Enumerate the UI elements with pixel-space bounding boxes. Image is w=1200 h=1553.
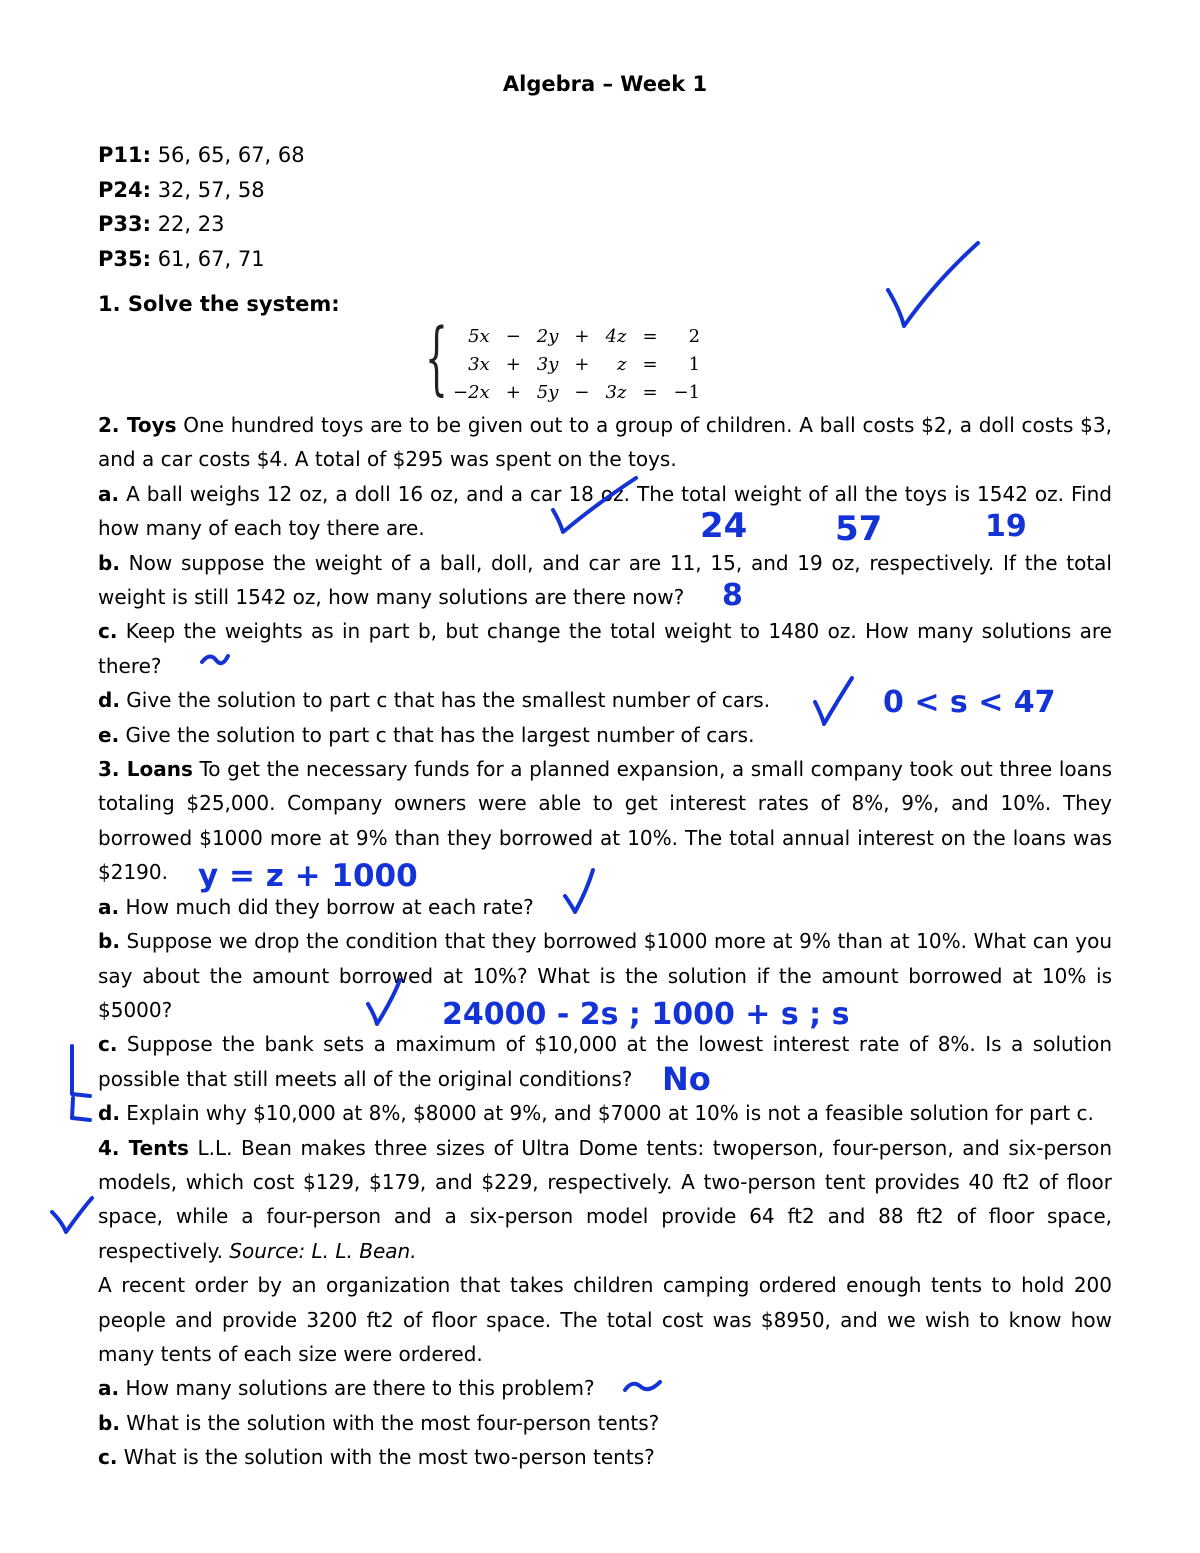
question-3: 3. Loans To get the necessary funds for a planned expansion, a small company took out three loans totaling $25,000. Company owners were able to get interest rates of 8%, 9%, and 10%. They borrowed $1000 more at 9% than they borrowed at 10%. The total annual interest on the loans was $2190. [98, 757, 1112, 885]
handwritten-answer-ball: 24 [700, 506, 748, 546]
checkmark-q4 [52, 1198, 92, 1232]
question-4-para2: A recent order by an organization that takes children camping ordered enough tents to hold 200 people and provide 3200 ft2 of floor space. The total cost was $8950, and we wish to know how many tents of each size were ordered. [98, 1273, 1112, 1366]
question-4c: c. What is the solution with the most two-person tents? [98, 1445, 655, 1470]
handwritten-answer-q2d: 0 < s < 47 [883, 685, 1056, 720]
question-4a: a. How many solutions are there to this problem? [98, 1376, 595, 1401]
equation-row: 5x − 2y + 4z = 2 [468, 325, 701, 347]
handwritten-answer-q3c: No [662, 1060, 711, 1098]
problem-line: P33: 22, 23 [98, 212, 225, 237]
question-3d: d. Explain why $10,000 at 8%, $8000 at 9%, and $7000 at 10% is not a feasible solution for part c. [98, 1101, 1094, 1126]
question-2a: a. A ball weighs 12 oz, a doll 16 oz, and a car 18 oz. The total weight of all the toys is 1542 oz. Find how many of each toy there are. [98, 481, 1112, 541]
bracket-mark [72, 1046, 90, 1120]
question-3c: c. Suppose the bank sets a maximum of $10,000 at the lowest interest rate of 8%. Is a solution possible that still meets all of the original conditions? [98, 1032, 1112, 1091]
question-2: 2. Toys One hundred toys are to be given out to a group of children. A ball costs $2, a doll costs $3, and a car costs $4. A total of $295 was spent on the toys. [98, 413, 1112, 472]
questions-body [98, 408, 1112, 1475]
equation-row: −2x + 5y − 3z = −1 [453, 381, 701, 403]
brace-glyph: { [425, 311, 448, 404]
checkmark-large [888, 243, 978, 326]
handwritten-answer-doll: 57 [835, 509, 883, 549]
handwritten-answer-car: 19 [985, 509, 1027, 544]
equation-table [445, 322, 708, 406]
question-2e: e. Give the solution to part c that has the largest number of cars. [98, 722, 755, 747]
handwritten-note-loans: y = z + 1000 [198, 858, 418, 894]
question-2c: c. Keep the weights as in part b, but change the total weight to 1480 oz. How many solutions are there? [98, 619, 1112, 678]
equation-row: 3x + 3y + z = 1 [468, 353, 701, 375]
question-4: 4. Tents L.L. Bean makes three sizes of Ultra Dome tents: twoperson, four-person, and six-person models, which cost $129, $179, and $229, respectively. A two-person tent provides 40 ft2 of floor space, while a four-person and a six-person model provide 64 ft2 and 88 ft2 of floor space, respectively. Source: L. L. Bean. [98, 1135, 1112, 1263]
question-4b: b. What is the solution with the most four-person tents? [98, 1410, 660, 1435]
problem-line: P11: 56, 65, 67, 68 [98, 143, 305, 167]
problem-line: P24: 32, 57, 58 [98, 177, 265, 202]
question-2b: b. Now suppose the weight of a ball, doll, and car are 11, 15, and 19 oz, respectively. If the total weight is still 1542 oz, how many solutions are there now? [98, 550, 1112, 610]
question-3b: b. Suppose we drop the condition that they borrowed $1000 more at 9% than at 10%. What can you say about the amount borrowed at 10%? What is the solution if the amount borrowed at 10% is $5000? [98, 929, 1112, 1022]
page-title: Algebra – Week 1 [502, 72, 708, 96]
question-3a: a. How much did they borrow at each rate? [98, 894, 534, 919]
handwritten-answer-q3b: 24000 - 2s ; 1000 + s ; s [442, 997, 850, 1032]
problem-line: P35: 61, 67, 71 [98, 246, 265, 271]
handwritten-answer-q2b: 8 [722, 578, 743, 613]
question-1-heading: 1. Solve the system: [98, 292, 340, 316]
assigned-problems [98, 138, 305, 276]
question-2d: d. Give the solution to part c that has the smallest number of cars. [98, 688, 771, 713]
